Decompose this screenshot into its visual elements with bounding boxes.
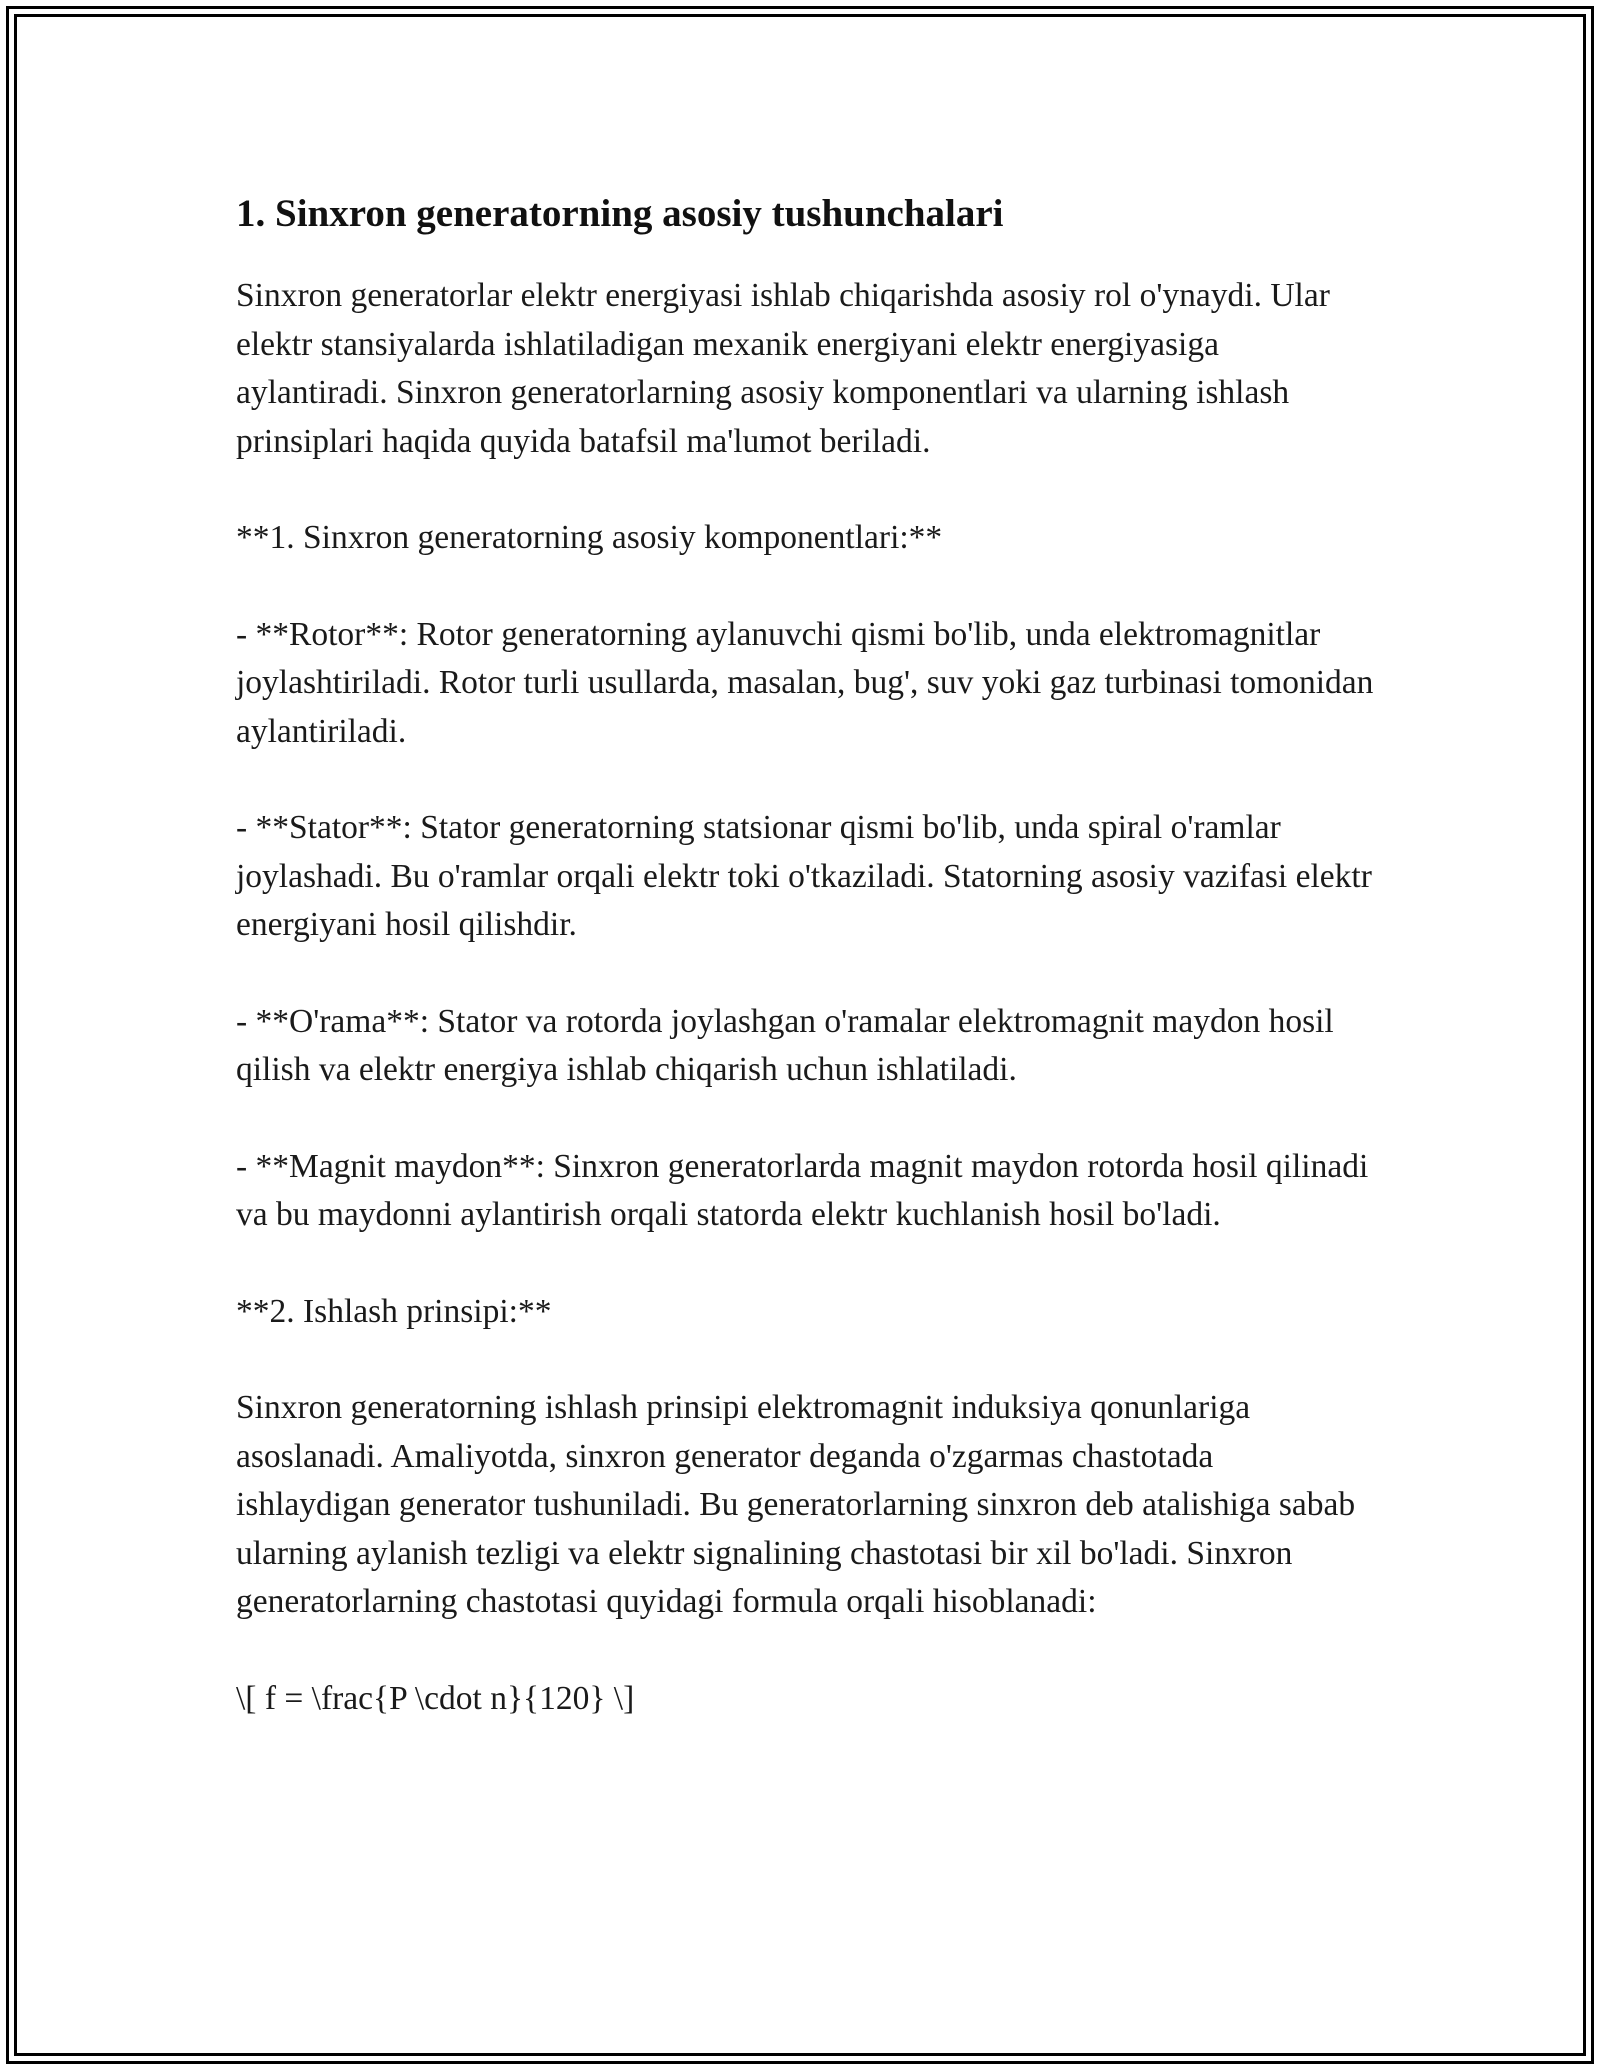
principle-paragraph: Sinxron generatorning ishlash prinsipi elektromagnit induksiya qonunlariga asoslanadi. Amaliyotda, sinxron generator deganda o'zgarmas chastotada ishlaydigan generator tushuniladi. Bu generatorlarning sinxron deb atalishiga sabab ularning aylanish tezligi va elektr signalining chastotasi bir xil bo'ladi. Sinxron generatorlarning chastotasi quyidagi formula orqali hisoblanadi: xyxy=(236,1389,1356,1620)
winding-paragraph: - **O'rama**: Stator va rotorda joylashgan o'ramalar elektromagnit maydon hosil qilish va elektr energiya ishlab chiqarish uchun ishlatiladi. xyxy=(236,1002,1334,1088)
magnetic-field-paragraph: - **Magnit maydon**: Sinxron generatorlarda magnit maydon rotorda hosil qilinadi va bu maydonni aylantirish orqali statorda elektr kuchlanish hosil bo'ladi. xyxy=(236,1147,1369,1233)
stator-paragraph: - **Stator**: Stator generatorning statsionar qismi bo'lib, unda spiral o'ramlar joylashadi. Bu o'ramlar orqali elektr toki o'tkaziladi. Statorning asosiy vazifasi elektr energiyani hosil qilishdir. xyxy=(236,809,1372,943)
section-heading-principle: **2. Ishlash prinsipi:** xyxy=(236,1292,552,1330)
section-heading-components: **1. Sinxron generatorning asosiy komponentlari:** xyxy=(236,519,943,556)
document-body xyxy=(236,186,1376,1723)
rotor-paragraph: - **Rotor**: Rotor generatorning aylanuvchi qismi bo'lib, unda elektromagnitlar joylashtiriladi. Rotor turli usullarda, masalan, bug', suv yoki gaz turbinasi tomonidan aylantiriladi. xyxy=(236,615,1374,750)
document-title: 1. Sinxron generatorning asosiy tushunchalari xyxy=(236,192,1004,235)
intro-paragraph: Sinxron generatorlar elektr energiyasi ishlab chiqarishda asosiy rol o'ynaydi. Ular elektr stansiyalarda ishlatiladigan mexanik energiyani elektr energiyasiga aylantiradi. Sinxron generatorlarning asosiy komponentlari va ularning ishlash prinsiplari haqida quyida batafsil ma'lumot beriladi. xyxy=(236,277,1330,460)
formula-text: \[ f = \frac{P \cdot n}{120} \] xyxy=(236,1679,635,1717)
